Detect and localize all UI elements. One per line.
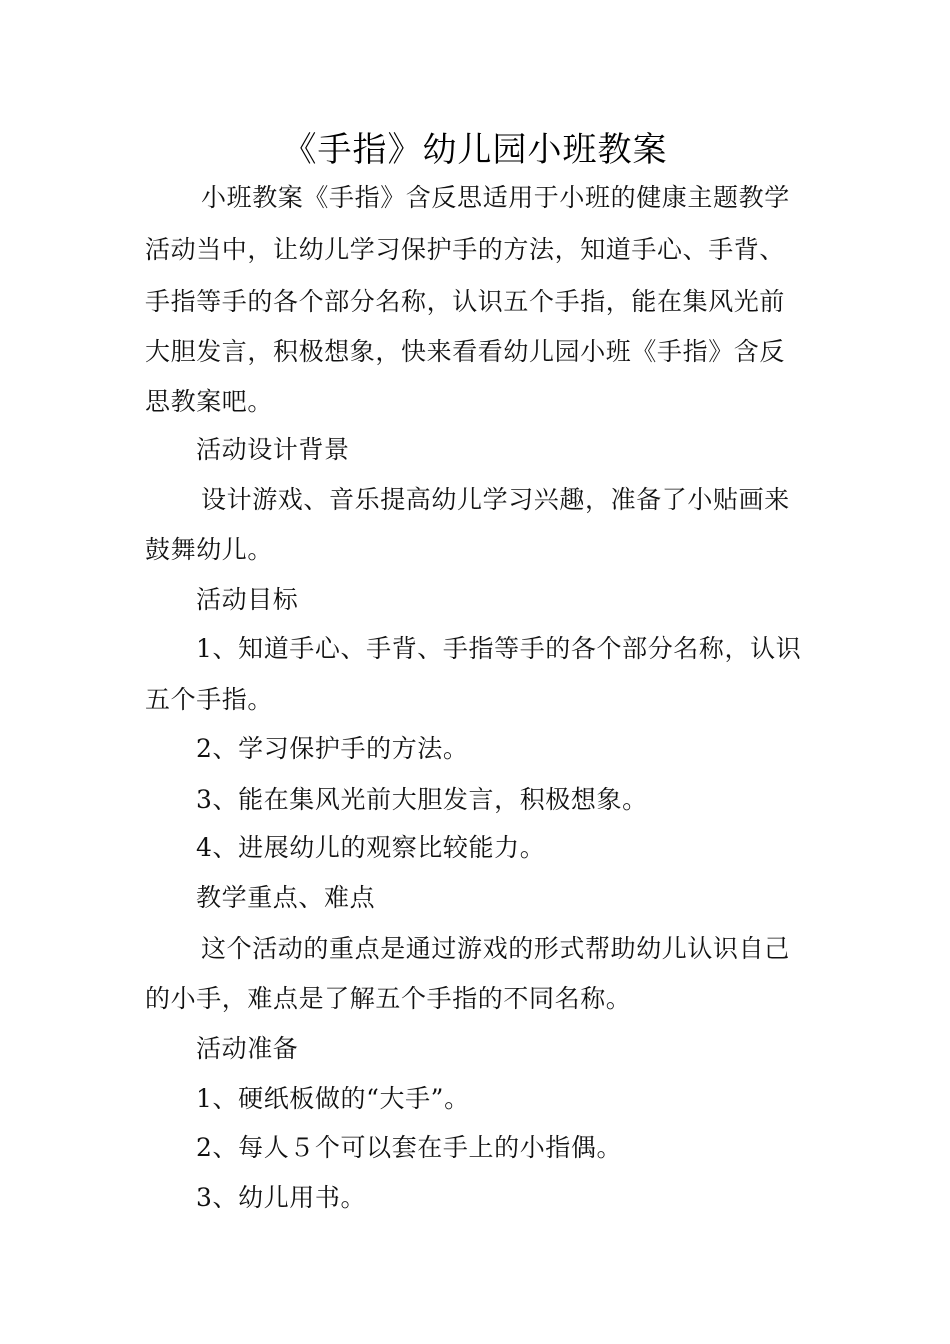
preparation-2: 2、每人５个可以套在手上的小指偶。 bbox=[196, 1133, 623, 1162]
heading-background: 活动设计背景 bbox=[196, 435, 350, 464]
heading-preparation: 活动准备 bbox=[196, 1034, 299, 1063]
key-points-line-1: 这个活动的重点是通过游戏的形式帮助幼儿认识自己 bbox=[201, 934, 790, 963]
preparation-1: 1、硬纸板做的“大手”。 bbox=[196, 1084, 470, 1113]
goal-4: 4、进展幼儿的观察比较能力。 bbox=[196, 833, 546, 862]
key-points-line-2: 的小手，难点是了解五个手指的不同名称。 bbox=[145, 984, 632, 1013]
goal-2: 2、学习保护手的方法。 bbox=[196, 734, 469, 763]
intro-line-5: 思教案吧。 bbox=[145, 387, 274, 416]
document-title: 《手指》幼儿园小班教案 bbox=[282, 130, 668, 170]
preparation-3: 3、幼儿用书。 bbox=[196, 1183, 367, 1212]
background-line-2: 鼓舞幼儿。 bbox=[145, 535, 274, 564]
goal-1-line-2: 五个手指。 bbox=[145, 685, 274, 714]
goal-3: 3、能在集风光前大胆发言，积极想象。 bbox=[196, 785, 648, 814]
heading-goals: 活动目标 bbox=[196, 585, 299, 614]
heading-key-points: 教学重点、难点 bbox=[196, 883, 376, 912]
background-line-1: 设计游戏、音乐提高幼儿学习兴趣，准备了小贴画来 bbox=[201, 485, 790, 514]
intro-line-1: 小班教案《手指》含反思适用于小班的健康主题教学 bbox=[201, 183, 790, 212]
goal-1-line-1: 1、知道手心、手背、手指等手的各个部分名称，认识 bbox=[196, 634, 802, 663]
intro-line-4: 大胆发言，积极想象，快来看看幼儿园小班《手指》含反 bbox=[145, 337, 786, 366]
intro-line-3: 手指等手的各个部分名称，认识五个手指，能在集风光前 bbox=[145, 287, 786, 316]
intro-line-2: 活动当中，让幼儿学习保护手的方法，知道手心、手背、 bbox=[145, 235, 786, 264]
